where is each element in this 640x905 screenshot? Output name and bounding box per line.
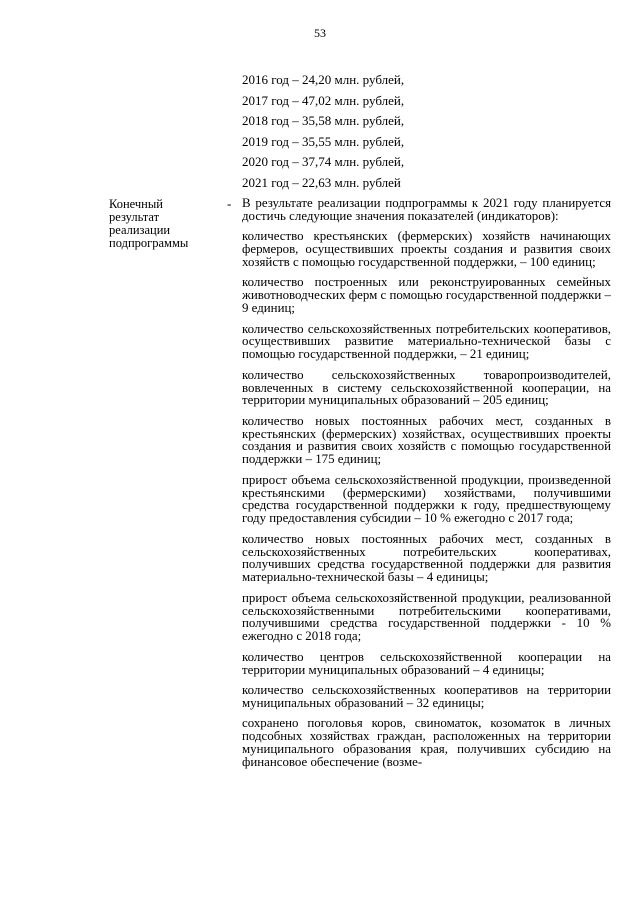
indicator-paragraph: прирост объема сельскохозяйственной продукции, реализованной сельскохозяйственными потребительскими кооперативами, получившими средства государственной поддержки - 10 % ежегодно с 2018 года; bbox=[242, 590, 611, 644]
indicator-paragraph: количество сельскохозяйственных потребительских кооперативов, осуществивших развитие материально-технической базы с помощью государственной поддержки, – 21 единиц; bbox=[242, 321, 611, 362]
funding-line-2016: 2016 год – 24,20 млн. рублей, bbox=[242, 72, 405, 87]
indicator-paragraph: сохранено поголовья коров, свиноматок, козоматок в личных подсобных хозяйствах граждан, расположенных на территории муниципального образования края, получивших субсидию на финансовое обеспечение (возме- bbox=[242, 716, 611, 769]
funding-line-2018: 2018 год – 35,58 млн. рублей, bbox=[242, 113, 405, 129]
indicator-paragraph: количество центров сельскохозяйственной кооперации на территории муниципальных образований – 4 единицы; bbox=[242, 649, 611, 677]
indicator-paragraph: количество построенных или реконструированных семейных животноводческих ферм с помощью государственной поддержки – 9 единиц; bbox=[242, 275, 611, 316]
funding-line-2017: 2017 год – 47,02 млн. рублей, bbox=[242, 92, 405, 108]
label-separator-dash: - bbox=[227, 196, 232, 211]
indicator-paragraph: количество сельскохозяйственных товаропроизводителей, вовлеченных в систему сельскохозяйственной кооперации, на территории муниципальных образований – 205 единиц; bbox=[242, 367, 611, 408]
section-label-final-result: Конечный результат реализации подпрограммы bbox=[109, 197, 189, 250]
funding-by-year-list bbox=[242, 70, 622, 194]
funding-line-2019: 2019 год – 35,55 млн. рублей, bbox=[242, 133, 405, 149]
indicator-paragraph: количество новых постоянных рабочих мест, созданных в сельскохозяйственных потребительских кооперативах, получивших средства государственной поддержки для развития материально-технической базы – 4 единицы; bbox=[242, 531, 611, 585]
final-result-content bbox=[242, 197, 611, 769]
indicator-paragraph: количество новых постоянных рабочих мест, созданных в крестьянских (фермерских) хозяйствах, осуществивших проекты создания и развития своих хозяйств с помощью государственной поддержки – 175 единиц; bbox=[242, 413, 611, 467]
funding-line-2020: 2020 год – 37,74 млн. рублей, bbox=[242, 154, 405, 170]
indicator-paragraph: количество крестьянских (фермерских) хозяйств начинающих фермеров, осуществивших проекты создания и развития своих хозяйств с помощью государственной поддержки, – 100 единиц; bbox=[242, 229, 611, 269]
indicator-paragraph: прирост объема сельскохозяйственной продукции, произведенной крестьянскими (фермерскими) хозяйствами, получившими средства государственной поддержки к году, предшествующему году предоставления субсидии – 10 % ежегодно с 2017 года; bbox=[242, 472, 611, 526]
funding-line-2021: 2021 год – 22,63 млн. рублей bbox=[242, 174, 401, 190]
indicator-paragraph: количество сельскохозяйственных кооперативов на территории муниципальных образований – 32 единицы; bbox=[242, 682, 611, 710]
result-intro-paragraph: В результате реализации подпрограммы к 2021 году планируется достичь следующие значения показателей (индикаторов): bbox=[242, 196, 611, 223]
page-number: 53 bbox=[314, 26, 326, 40]
